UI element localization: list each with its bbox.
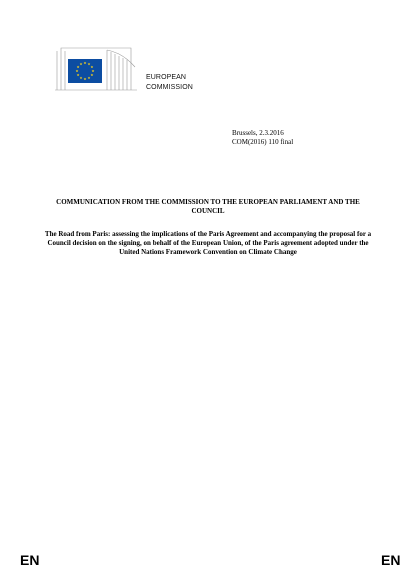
organization-name-line1: EUROPEAN	[146, 74, 187, 81]
document-meta	[232, 129, 293, 146]
document-subtitle: The Road from Paris: assessing the implications of the Paris Agreement and accompanying the proposal for a Council decision on the signing, on behalf of the European Union, of the Paris agreement adopted under the United Nations Framework Convention on Climate Change	[44, 230, 372, 256]
language-code-right: EN	[381, 552, 401, 568]
document-title: COMMUNICATION FROM THE COMMISSION TO THE EUROPEAN PARLIAMENT AND THE COUNCIL	[56, 198, 360, 215]
language-code-left: EN	[20, 552, 40, 568]
eu-commission-logo-icon	[51, 45, 141, 93]
place-and-date: Brussels, 2.3.2016	[232, 129, 284, 137]
organization-name-line2: COMMISSION	[146, 83, 193, 91]
organization-name	[146, 73, 193, 92]
document-reference: COM(2016) 110 final	[232, 137, 294, 146]
